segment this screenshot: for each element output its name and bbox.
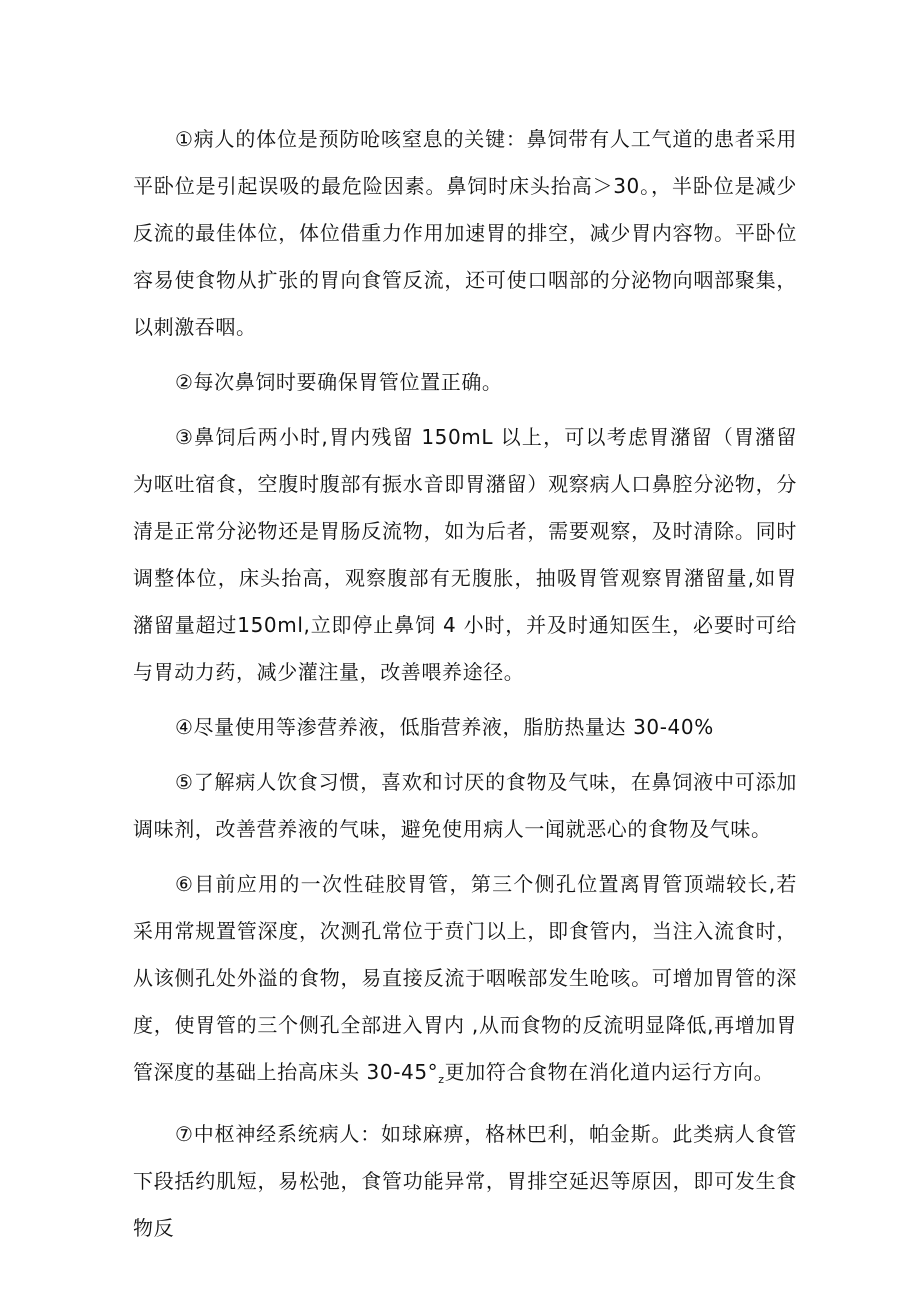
paragraph-neurological-patients: ⑦中枢神经系统病人：如球麻痹，格林巴利，帕金斯。此类病人食管下段括约肌短，易松弛，食管功能异常，胃排空延迟等原因，即可发生食物反 [133,1122,797,1240]
paragraph-silicone-tube-text-end: 更加符合食物在消化道内运行方向。 [444,1060,775,1084]
paragraph-silicone-tube-subscript: z [438,1073,445,1086]
paragraph-tube-position: ②每次鼻饲时要确保胃管位置正确。 [175,370,503,394]
paragraph-gastric-residual: ③鼻饲后两小时,胃内残留 150mL 以上，可以考虑胃潴留（胃潴留为呕吐宿食，空腹时腹部有振水音即胃潴留）观察病人口鼻腔分泌物，分清是正常分泌物还是胃肠反流物，如为后者，需要观察，及时清除。同时调整体位，床头抬高，观察腹部有无腹胀，抽吸胃管观察胃潴留量,如胃潴留量超过150ml,立即停止鼻饲 4 小时，并及时通知医生，必要时可给与胃动力药，减少灌注量，改善喂养途径。 [133,425,797,684]
paragraph-isotonic-nutrition: ④尽量使用等渗营养液，低脂营养液，脂肪热量达 30-40% [175,715,714,739]
paragraph-patient-position: ①病人的体位是预防呛咳窒息的关键：鼻饲带有人工气道的患者采用平卧位是引起误吸的最危险因素。鼻饲时床头抬高＞30。，半卧位是减少反流的最佳体位，体位借重力作用加速胃的排空，减少胃内容物。平卧位容易使食物从扩张的胃向食管反流，还可使口咽部的分泌物向咽部聚集，以刺激吞咽。 [133,127,797,339]
paragraph-silicone-tube-text: ⑥目前应用的一次性硅胶胃管，第三个侧孔位置离胃管顶端较长,若采用常规置管深度，次测孔常位于贲门以上，即食管内，当注入流食时，从该侧孔处外溢的食物，易直接反流于咽喉部发生呛咳。可增加胃管的深度，使胃管的三个侧孔全部进入胃内 ,从而食物的反流明显降低,再增加胃管深度的基础上抬高床头 30-45° [133,872,797,1084]
document-body [133,116,797,1260]
paragraph-silicone-tube [133,861,797,1103]
paragraph-diet-habits: ⑤了解病人饮食习惯，喜欢和讨厌的食物及气味，在鼻饲液中可添加调味剂，改善营养液的气味，避免使用病人一闻就恶心的食物及气味。 [133,770,797,841]
